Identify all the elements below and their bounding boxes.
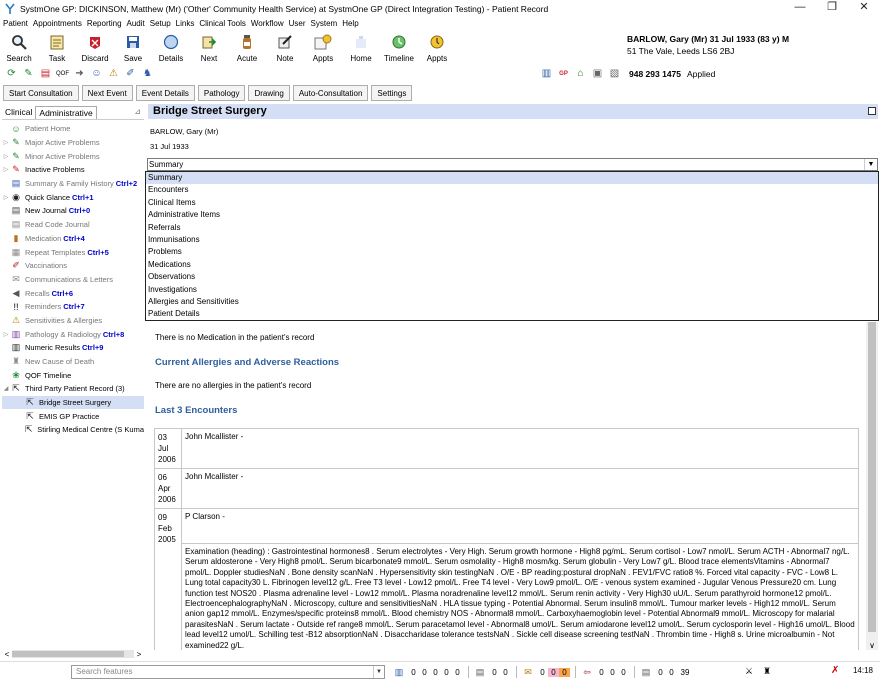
tree-item-label: Repeat Templates [25,247,86,257]
tree-item-label: Pathology & Radiology [25,329,101,339]
status-count[interactable]: 39 [680,667,690,677]
recalls-icon: ◀ [12,287,20,298]
task-icon [48,33,66,51]
tree-item-label: Minor Active Problems [25,151,100,161]
tree-item[interactable] [2,286,144,300]
tree-item-label: Summary & Family History [25,179,114,189]
tree-item-label: Numeric Results [25,343,81,353]
tree-item[interactable] [2,327,144,341]
status-count[interactable]: 0 [599,667,604,677]
patient-name-line: BARLOW, Gary (Mr) 31 Jul 1933 (83 y) M [627,34,790,44]
search-features-input[interactable]: Search features ▼ [71,665,385,679]
lab-results-icon[interactable]: ▥ [394,666,404,677]
status-count[interactable]: 0 [433,667,438,677]
inactive-problems-icon: ✎ [12,164,20,175]
no-medication-text: There is no Medication in the patient's record [155,333,315,342]
new-journal-icon: ▤ [11,205,21,216]
event-details-button[interactable]: Event Details [136,85,195,101]
maximize-panel-icon[interactable] [868,107,876,115]
pathology-button[interactable]: Pathology [198,85,246,101]
dropdown-option[interactable]: Administrative Items [148,210,221,220]
home-button[interactable]: Home [342,31,380,65]
reminders-icon: !! [13,301,19,312]
third-party-icon: ⇱ [12,383,20,394]
chevron-down-icon[interactable]: ▼ [864,159,877,170]
status-count[interactable]: 0 [559,668,570,677]
quick-glance-icon: ◉ [12,191,20,202]
tree-item-label: New Cause of Death [25,357,95,367]
acute-icon [238,33,256,51]
people-icon[interactable]: ☺ [91,68,102,79]
search-icon [10,33,28,51]
status-count[interactable]: 0 [610,667,615,677]
alert-icon[interactable]: ✗ [831,665,840,676]
appointments-icon [314,33,332,51]
shortcut-hint: Ctrl+8 [102,329,125,339]
drawing-button[interactable]: Drawing [248,85,289,101]
view-select-dropdown [145,171,879,321]
chevron-down-icon[interactable]: ▼ [373,666,384,678]
tree-item[interactable] [2,341,144,355]
menu-links[interactable]: Links [175,19,195,28]
tree-item[interactable] [2,218,144,232]
tree-item-label: Quick Glance [25,192,71,202]
status-count[interactable]: 0 [503,667,508,677]
practice-icon: ⇱ [26,397,34,408]
menu-system[interactable]: System [310,19,338,28]
tree-item-label: Sensitivities & Allergies [25,315,103,325]
clinical-tree [2,122,144,647]
scroll-left-icon[interactable]: < [4,649,10,659]
tree-item-label: Communications & Letters [25,274,113,284]
tree-item-label: EMIS GP Practice [39,411,100,421]
menu-patient[interactable]: Patient [3,19,28,28]
box-icon[interactable]: ▧ [609,68,620,79]
status-count[interactable]: 0 [548,668,559,677]
repeat-templates-icon: ▦ [11,246,21,257]
tree-item-label: Stirling Medical Centre (S Kuma [37,425,144,435]
next-icon [200,33,218,51]
status-count[interactable]: 0 [621,667,626,677]
patient-banner [627,33,789,57]
tree-item-label: Recalls [25,288,50,298]
status-bar [0,661,880,681]
tree-item[interactable] [2,273,144,287]
encounter-clinician: John Mcallister - [182,469,859,509]
forward-arrow-icon[interactable]: ➜ [75,68,84,79]
status-count[interactable]: 0 [411,667,416,677]
tree-item[interactable] [2,204,144,218]
dropdown-option[interactable]: Encounters [148,185,189,195]
package-icon[interactable]: ▣ [592,68,603,79]
chart-icon[interactable]: ▥ [541,68,552,79]
cause-of-death-icon: ♜ [11,356,21,367]
menu-clinical-tools[interactable]: Clinical Tools [199,19,246,28]
next-button[interactable]: Next [190,31,228,65]
table-row[interactable] [155,429,859,469]
tab-clinical[interactable]: Clinical [2,106,35,119]
tree-item[interactable] [2,423,144,437]
tree-item[interactable] [2,177,144,191]
status-count[interactable]: 0 [540,667,545,677]
tree-item[interactable] [2,163,144,177]
house-icon[interactable]: ⌂ [577,68,584,79]
clock-time: 14:18 [852,666,873,675]
main-header [148,104,878,119]
tree-item[interactable] [2,149,144,163]
family-icon[interactable]: ♞ [143,68,152,79]
status-count[interactable]: 0 [669,667,674,677]
injection-icon[interactable]: ✐ [126,68,135,79]
left-panel-tabs [2,106,144,120]
menu-help[interactable]: Help [342,19,359,28]
acute-button[interactable]: Acute [228,31,266,65]
tree-item[interactable] [2,355,144,369]
status-count[interactable]: 0 [492,667,497,677]
patient-address: 51 The Vale, Leeds LS6 2BJ [627,46,735,56]
encounter-clinician: John Mcallister - [182,429,859,469]
tree-item-label: Read Code Journal [25,220,90,230]
status-count[interactable]: 0 [422,667,427,677]
shortcut-hint: Ctrl+0 [68,206,91,216]
dropdown-option[interactable]: Investigations [148,284,197,294]
tree-item[interactable] [2,409,144,423]
no-allergies-text: There are no allergies in the patient's record [155,381,312,390]
encounters-table [154,428,859,650]
note-icon [276,33,294,51]
tab-administrative[interactable]: Administrative [35,106,96,119]
table-row[interactable] [155,469,859,509]
search-button[interactable]: Search [0,31,38,65]
gp-icon[interactable]: GP [559,70,568,77]
expand-icon[interactable]: ▷ [3,140,9,147]
scroll-right-icon[interactable]: > [136,649,142,659]
communications-icon: ✉ [12,273,20,284]
patient-dob: 31 Jul 1933 [150,142,189,151]
action-bar [3,85,412,101]
letters-icon[interactable]: ▤ [40,68,51,79]
note-button[interactable]: Note [266,31,304,65]
tree-item[interactable] [2,190,144,204]
dropdown-option[interactable]: Problems [148,247,182,257]
menu-setup[interactable]: Setup [149,19,171,28]
examination-text: Examination (heading) : Gastrointestinal hormones8 . Serum electrolytes - Very High. Serum growth hormone - High8 pg/mL. Serum cortisol - Low7 nmol/L. Serum ACTH - Abnormal7 ng/L. Serum aldosterone - Very High8 pmol/L. Serum bicarbonate9 mmol/L. Serum osmolality - High8 mosm/kg. Serum globulin - Very Low7 g/L. Blood trace elementsVitamins - Abnormal7 pmol/L. Doppler studiesNaN . Bone density scanNaN . Hypersensitivity skin testingNaN . O/E - BP reading:postural dropNaN . FEV1/FVC ratio8 %. Forced vital capacity - FVC - Low8 L. Lung total capacity30 L. Fibrinogen level12 g/L. Free T3 level - Low12 pmol/L. Free T4 level - Very Low9 pmol/L. O/E - venous system examined - Jugular Venous Pressure20 cm. Lung function test NOS20 . Plasma adrenaline level - Low12 mmol/L. Plasma noradrenaline level12 mmol/L. Serum renin activity - Very High30 uU/L. Serum parathyroid hormone12 pmol/L. ElectroencephalographyNaN . Microscopy, culture and sensitivitiesNaN . HLA tissue typing - Potential Abnormal. Serum insulin8 mmol/L. Tumour marker levels - High12 mmol/L. Serum anion gap12 mmol/L. Enzymes/specific proteins8 mmol/L. Blood chemistry NOS - Abnormal8 mmol/L. Carboxyhaemoglobin level - Potential Abnormal9 mmol/L. Microscopy for malarial parasitesNaN . Serum lactate - Outside ref range8 mmol/L. Serum paracetamol level - Abnormal8 umol/L. Serum amiodarone level12 umol/L. Serum cyclosporin level - High16 umol/L. Blood lead level12 umol/L. Schilling test -B12 absorptionNaN . Disaccharidase tolerance testsNaN . Sickle cell disease screening testNaN . Thrombin time - High8 s. Urine microalbumin - Not examined22 g/L. [182,544,859,651]
tree-item[interactable] [2,314,144,328]
dropdown-option[interactable]: Patient Details [148,309,200,319]
menu-appointments[interactable]: Appointments [32,19,82,28]
dropdown-option[interactable]: Observations [148,272,196,282]
dropdown-option[interactable]: Medications [148,259,191,269]
menu-reporting[interactable]: Reporting [86,19,122,28]
user-status-icon[interactable]: ♜ [762,666,772,676]
dropdown-option[interactable]: Summary [146,172,878,184]
tree-item[interactable] [2,245,144,259]
nhs-number: 948 293 1475 [629,68,681,79]
appts-button[interactable]: Appts [304,31,342,65]
qof-timeline-icon: ❀ [12,369,20,380]
title-bar [0,0,880,17]
expand-icon[interactable]: ◢ [3,386,9,393]
tree-item[interactable] [2,300,144,314]
encounter-date: 03 Jul 2006 [155,429,182,469]
encounter-date: 06 Apr 2006 [155,469,182,509]
read-code-journal-icon: ▤ [11,219,21,230]
shortcut-hint: Ctrl+1 [72,192,94,202]
pin-icon[interactable]: ⊿ [134,107,141,116]
minor-problems-icon: ✎ [12,150,20,161]
discard-button[interactable]: Discard [76,31,114,65]
task-button[interactable]: Task [38,31,76,65]
dropdown-option[interactable]: Clinical Items [148,197,196,207]
tree-item-label: QOF Timeline [25,370,72,380]
practice-icon: ⇱ [25,424,33,435]
patient-name: BARLOW, Gary (Mr) [150,127,219,136]
numeric-results-icon: ▥ [11,342,21,353]
appointments-status-icon[interactable]: ▤ [641,666,651,677]
timeline-icon [390,33,408,51]
allergies-heading: Current Allergies and Adverse Reactions [155,357,340,368]
main-toolbar [0,31,456,65]
status-count[interactable]: 0 [658,667,663,677]
encounter-clinician: P Clarson - [182,509,859,544]
page-title: Bridge Street Surgery [153,105,267,117]
shortcut-hint: Ctrl+7 [63,302,85,312]
systmone-logo-icon [3,2,17,16]
qof-icon[interactable]: QOF [56,70,69,77]
save-icon [124,33,142,51]
tree-item[interactable] [2,396,144,410]
tree-item-label: Major Active Problems [25,138,100,148]
window-title: SystmOne GP: DICKINSON, Matthew (Mr) ('Other' Community Health Service) at SystmOne GP (Direct Integration Testing) - Patient Record [20,3,549,14]
tree-item-label: Medication [25,233,62,243]
minimize-icon[interactable]: — [794,1,806,13]
restore-icon[interactable]: ❐ [827,1,837,13]
tree-item-label: Inactive Problems [25,165,85,175]
expand-icon[interactable]: ▷ [3,331,9,338]
tasks-icon[interactable]: ✉ [524,666,532,677]
shortcut-hint: Ctrl+2 [115,179,138,189]
details-button[interactable]: Details [152,31,190,65]
left-horizontal-scrollbar[interactable] [2,649,144,659]
tree-item[interactable] [2,382,144,396]
shortcut-hint: Ctrl+6 [51,288,74,298]
close-icon[interactable]: ✕ [859,1,869,13]
menu-audit[interactable]: Audit [126,19,145,28]
encounter-date: 09 Feb 2005 [155,509,182,651]
vaccinations-icon: ✐ [12,260,20,271]
menu-bar [0,17,880,30]
menu-user[interactable]: User [288,19,306,28]
tree-item[interactable] [2,136,144,150]
secondary-toolbar [3,66,156,81]
summary-content [148,322,866,650]
pathology-icon: ▥ [11,328,21,339]
scroll-down-icon[interactable]: ∨ [869,641,875,650]
shortcut-hint: Ctrl+5 [87,247,109,257]
tree-item-label: Bridge Street Surgery [39,398,112,408]
dropdown-option[interactable]: Referrals [148,222,181,232]
practice-icon: ⇱ [26,410,34,421]
details-icon [162,33,180,51]
patient-home-icon: ☺ [11,123,21,134]
auto-consultation-button[interactable]: Auto-Consultation [293,85,369,101]
status-count[interactable]: 0 [444,667,449,677]
table-row[interactable] [155,509,859,544]
appts-clock-icon [428,33,446,51]
tree-item-label: Reminders [25,302,62,312]
nhs-status: Applied [687,68,716,79]
menu-workflow[interactable]: Workflow [250,19,284,28]
status-counters [393,665,693,679]
timeline-button[interactable]: Timeline [380,31,418,65]
discard-icon [86,33,104,51]
problems-icon[interactable]: ✎ [24,68,33,79]
expand-icon[interactable]: ▷ [3,167,9,174]
medication-icon: ▮ [13,232,19,243]
tree-item[interactable] [2,232,144,246]
tree-item-label: New Journal [25,206,67,216]
tree-item[interactable] [2,259,144,273]
major-problems-icon: ✎ [12,137,20,148]
messages-icon[interactable]: ▤ [475,666,485,677]
expand-icon[interactable]: ▷ [3,194,9,201]
view-select-value: Summary [149,160,184,169]
nhs-area [538,66,715,81]
table-row [155,544,859,651]
patient-subheader [150,124,218,154]
encounters-heading: Last 3 Encounters [155,405,238,416]
appts-clock-button[interactable]: Appts [418,31,456,65]
start-consultation-button[interactable]: Start Consultation [3,85,79,101]
refresh-icon[interactable]: ⟳ [7,68,16,79]
tree-item-label: Vaccinations [25,261,67,271]
shortcut-hint: Ctrl+9 [82,343,104,353]
documents-icon[interactable]: ⇦ [583,666,591,677]
status-count[interactable]: 0 [455,667,460,677]
tree-item[interactable] [2,368,144,382]
next-event-button[interactable]: Next Event [82,85,133,101]
tree-item-label: Patient Home [25,124,71,134]
dropdown-option[interactable]: Immunisations [148,234,200,244]
home-icon [352,33,370,51]
dropdown-option[interactable]: Allergies and Sensitivities [148,296,239,306]
main-vertical-scrollbar[interactable] [866,322,878,650]
settings-button[interactable]: Settings [371,85,412,101]
shortcut-hint: Ctrl+4 [63,233,85,243]
warning-people-icon[interactable]: ⚠ [109,68,118,79]
expand-icon[interactable]: ▷ [3,153,9,160]
tree-item[interactable] [2,122,144,136]
save-button[interactable]: Save [114,31,152,65]
summary-icon: ▤ [11,178,21,189]
sensitivities-icon: ⚠ [11,314,21,325]
smartcard-icon[interactable]: ⚔ [744,666,754,676]
tree-item-label: Third Party Patient Record (3) [25,384,125,394]
view-select[interactable] [147,158,878,171]
